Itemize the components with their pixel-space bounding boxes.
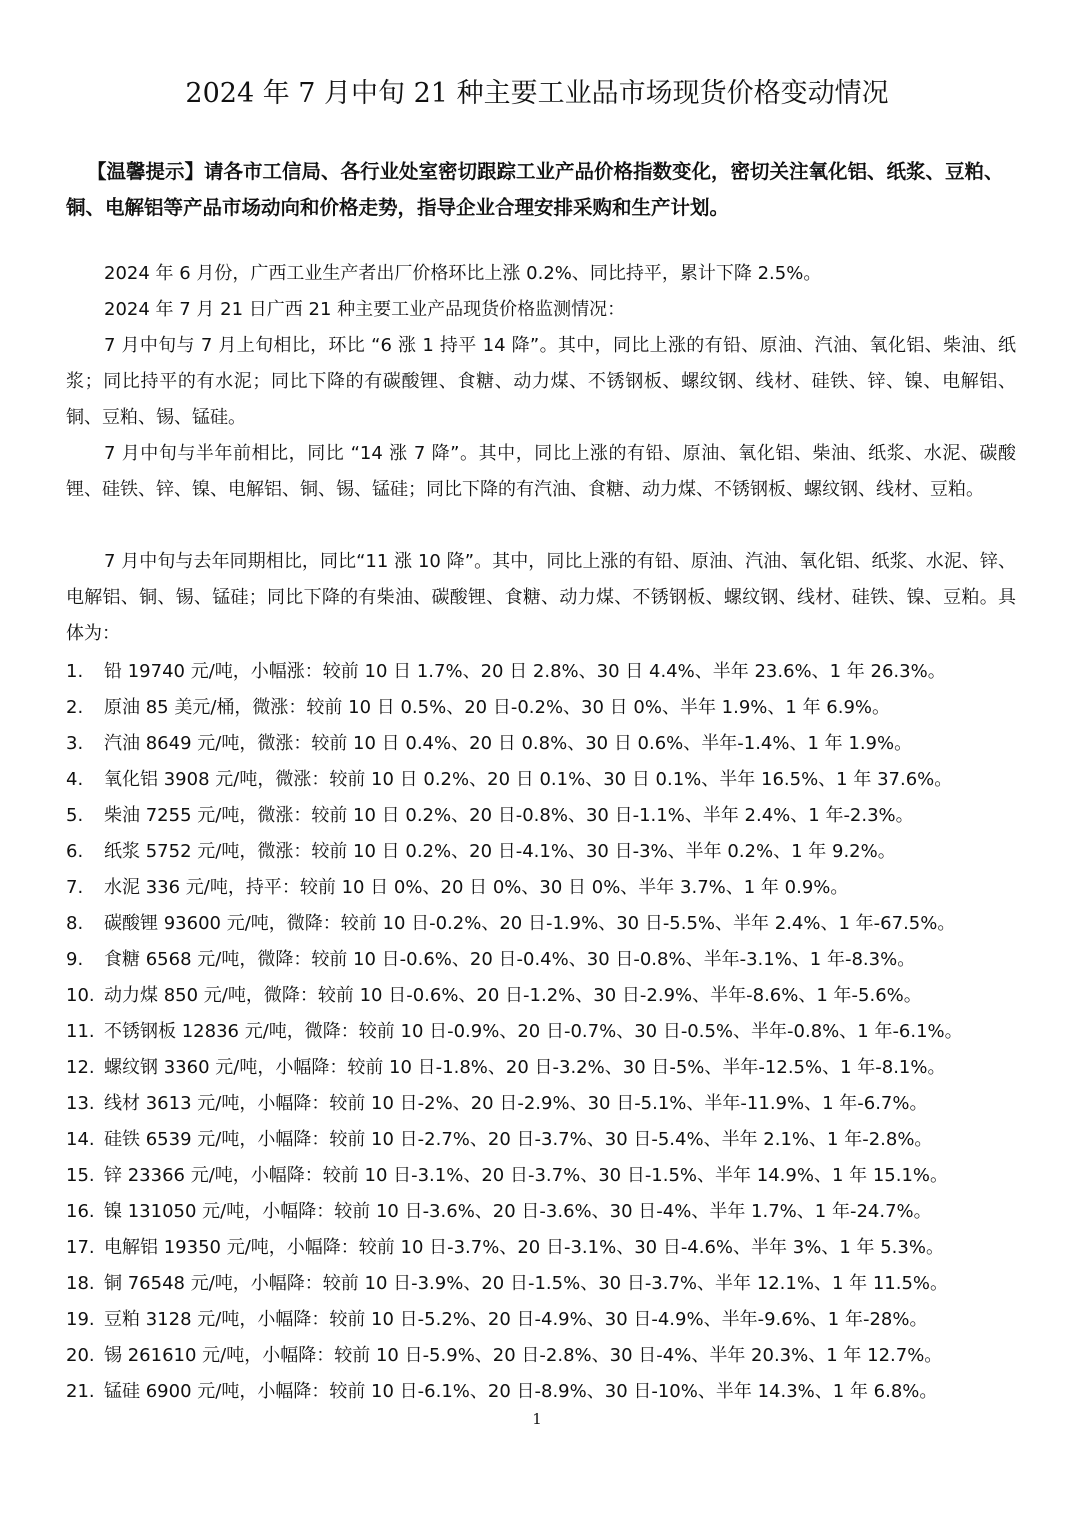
list-item [66, 1122, 1026, 1158]
page-number: 1 [532, 1410, 542, 1428]
paragraph-month-on-month: 7 月中旬与 7 月上旬相比，环比 “6 涨 1 持平 14 降”。其中，同比上涨的有铅、原油、汽油、氧化铝、柴油、纸浆；同比持平的有水泥；同比下降的有碳酸锂、食糖、动力煤、不锈钢板、螺纹钢、线材、硅铁、锌、镍、电解铝、铜、豆粕、锡、锰硅。 [66, 335, 1016, 428]
list-item [66, 1158, 1026, 1194]
item-text: 锌 23366 元/吨，小幅降：较前 10 日-3.1%、20 日-3.7%、30 日-1.5%、半年 14.9%、1 年 15.1%。 [104, 1165, 949, 1186]
item-number: 8. [66, 913, 84, 934]
paragraph-monitoring-intro: 2024 年 7 月 21 日广西 21 种主要工业产品现货价格监测情况： [104, 299, 626, 320]
item-text: 豆粕 3128 元/吨，小幅降：较前 10 日-5.2%、20 日-4.9%、30 日-4.9%、半年-9.6%、1 年-28%。 [104, 1309, 928, 1330]
list-item [66, 942, 1026, 978]
item-text: 汽油 8649 元/吨，微涨：较前 10 日 0.4%、20 日 0.8%、30 日 0.6%、半年-1.4%、1 年 1.9%。 [104, 733, 913, 754]
list-item [66, 1230, 1026, 1266]
item-number: 4. [66, 769, 84, 790]
item-text: 氧化铝 3908 元/吨，微涨：较前 10 日 0.2%、20 日 0.1%、30 日 0.1%、半年 16.5%、1 年 37.6%。 [104, 769, 953, 790]
item-number: 19. [66, 1309, 95, 1330]
item-text: 不锈钢板 12836 元/吨，微降：较前 10 日-0.9%、20 日-0.7%、30 日-0.5%、半年-0.8%、1 年-6.1%。 [104, 1021, 963, 1042]
list-item [66, 1266, 1026, 1302]
list-item [66, 1338, 1026, 1374]
list-item [66, 1050, 1026, 1086]
item-number: 7. [66, 877, 84, 898]
item-text: 柴油 7255 元/吨，微涨：较前 10 日 0.2%、20 日-0.8%、30 日-1.1%、半年 2.4%、1 年-2.3%。 [104, 805, 914, 826]
item-text: 线材 3613 元/吨，小幅降：较前 10 日-2%、20 日-2.9%、30 日-5.1%、半年-11.9%、1 年-6.7%。 [104, 1093, 928, 1114]
paragraph-year-on-year: 7 月中旬与去年同期相比，同比“11 涨 10 降”。其中，同比上涨的有铅、原油、汽油、氧化铝、纸浆、水泥、锌、电解铝、铜、锡、锰硅；同比下降的有柴油、碳酸锂、食糖、动力煤、不锈钢板、螺纹钢、线材、硅铁、镍、豆粕。具体为： [66, 551, 1016, 644]
item-number: 18. [66, 1273, 95, 1294]
list-item [66, 906, 1026, 942]
item-text: 原油 85 美元/桶，微涨：较前 10 日 0.5%、20 日-0.2%、30 日 0%、半年 1.9%、1 年 6.9%。 [104, 697, 891, 718]
item-number: 9. [66, 949, 84, 970]
list-item [66, 978, 1026, 1014]
item-number: 17. [66, 1237, 95, 1258]
list-item [66, 1374, 1026, 1410]
item-number: 13. [66, 1093, 95, 1114]
item-number: 12. [66, 1057, 95, 1078]
item-text: 电解铝 19350 元/吨，小幅降：较前 10 日-3.7%、20 日-3.1%、30 日-4.6%、半年 3%、1 年 5.3%。 [104, 1237, 944, 1258]
item-text: 锡 261610 元/吨，小幅降：较前 10 日-5.9%、20 日-2.8%、30 日-4%、半年 20.3%、1 年 12.7%。 [104, 1345, 943, 1366]
item-number: 6. [66, 841, 84, 862]
item-number: 5. [66, 805, 84, 826]
list-item [66, 654, 1026, 690]
item-text: 纸浆 5752 元/吨，微涨：较前 10 日 0.2%、20 日-4.1%、30 日-3%、半年 0.2%、1 年 9.2%。 [104, 841, 896, 862]
list-item [66, 870, 1026, 906]
item-number: 11. [66, 1021, 95, 1042]
list-item [66, 1086, 1026, 1122]
item-number: 16. [66, 1201, 95, 1222]
list-item [66, 798, 1026, 834]
list-item [66, 1014, 1026, 1050]
page-title: 2024 年 7 月中旬 21 种主要工业品市场现货价格变动情况 [185, 78, 889, 109]
list-item [66, 762, 1026, 798]
list-item [66, 1302, 1026, 1338]
item-number: 10. [66, 985, 95, 1006]
item-text: 铅 19740 元/吨，小幅涨：较前 10 日 1.7%、20 日 2.8%、30 日 4.4%、半年 23.6%、1 年 26.3%。 [104, 661, 946, 682]
item-text: 水泥 336 元/吨，持平：较前 10 日 0%、20 日 0%、30 日 0%、半年 3.7%、1 年 0.9%。 [104, 877, 849, 898]
item-number: 20. [66, 1345, 95, 1366]
paragraph-half-year: 7 月中旬与半年前相比，同比 “14 涨 7 降”。其中，同比上涨的有铅、原油、氧化铝、柴油、纸浆、水泥、碳酸锂、硅铁、锌、镍、电解铝、铜、锡、锰硅；同比下降的有汽油、食糖、动力煤、不锈钢板、螺纹钢、线材、豆粕。 [66, 443, 1016, 500]
item-text: 动力煤 850 元/吨，微降：较前 10 日-0.6%、20 日-1.2%、30 日-2.9%、半年-8.6%、1 年-5.6%。 [104, 985, 922, 1006]
item-number: 2. [66, 697, 84, 718]
price-list [66, 654, 1026, 1410]
item-text: 食糖 6568 元/吨，微降：较前 10 日-0.6%、20 日-0.4%、30 日-0.8%、半年-3.1%、1 年-8.3%。 [104, 949, 916, 970]
item-text: 硅铁 6539 元/吨，小幅降：较前 10 日-2.7%、20 日-3.7%、30 日-5.4%、半年 2.1%、1 年-2.8%。 [104, 1129, 933, 1150]
list-item [66, 690, 1026, 726]
item-number: 3. [66, 733, 84, 754]
item-number: 21. [66, 1381, 95, 1402]
item-number: 1. [66, 661, 84, 682]
item-text: 铜 76548 元/吨，小幅降：较前 10 日-3.9%、20 日-1.5%、30 日-3.7%、半年 12.1%、1 年 11.5%。 [104, 1273, 949, 1294]
item-text: 碳酸锂 93600 元/吨，微降：较前 10 日-0.2%、20 日-1.9%、30 日-5.5%、半年 2.4%、1 年-67.5%。 [104, 913, 956, 934]
item-text: 螺纹钢 3360 元/吨，小幅降：较前 10 日-1.8%、20 日-3.2%、30 日-5%、半年-12.5%、1 年-8.1%。 [104, 1057, 946, 1078]
list-item [66, 1194, 1026, 1230]
item-text: 镍 131050 元/吨，小幅降：较前 10 日-3.6%、20 日-3.6%、30 日-4%、半年 1.7%、1 年-24.7%。 [104, 1201, 932, 1222]
item-number: 15. [66, 1165, 95, 1186]
list-item [66, 726, 1026, 762]
item-text: 锰硅 6900 元/吨，小幅降：较前 10 日-6.1%、20 日-8.9%、30 日-10%、半年 14.3%、1 年 6.8%。 [104, 1381, 938, 1402]
list-item [66, 834, 1026, 870]
item-number: 14. [66, 1129, 95, 1150]
warm-tip: 【温馨提示】请各市工信局、各行业处室密切跟踪工业产品价格指数变化，密切关注氧化铝、纸浆、豆粕、铜、电解铝等产品市场动向和价格走势，指导企业合理安排采购和生产计划。 [66, 160, 1004, 219]
paragraph-ppi: 2024 年 6 月份，广西工业生产者出厂价格环比上涨 0.2%、同比持平，累计下降 2.5%。 [104, 263, 822, 284]
